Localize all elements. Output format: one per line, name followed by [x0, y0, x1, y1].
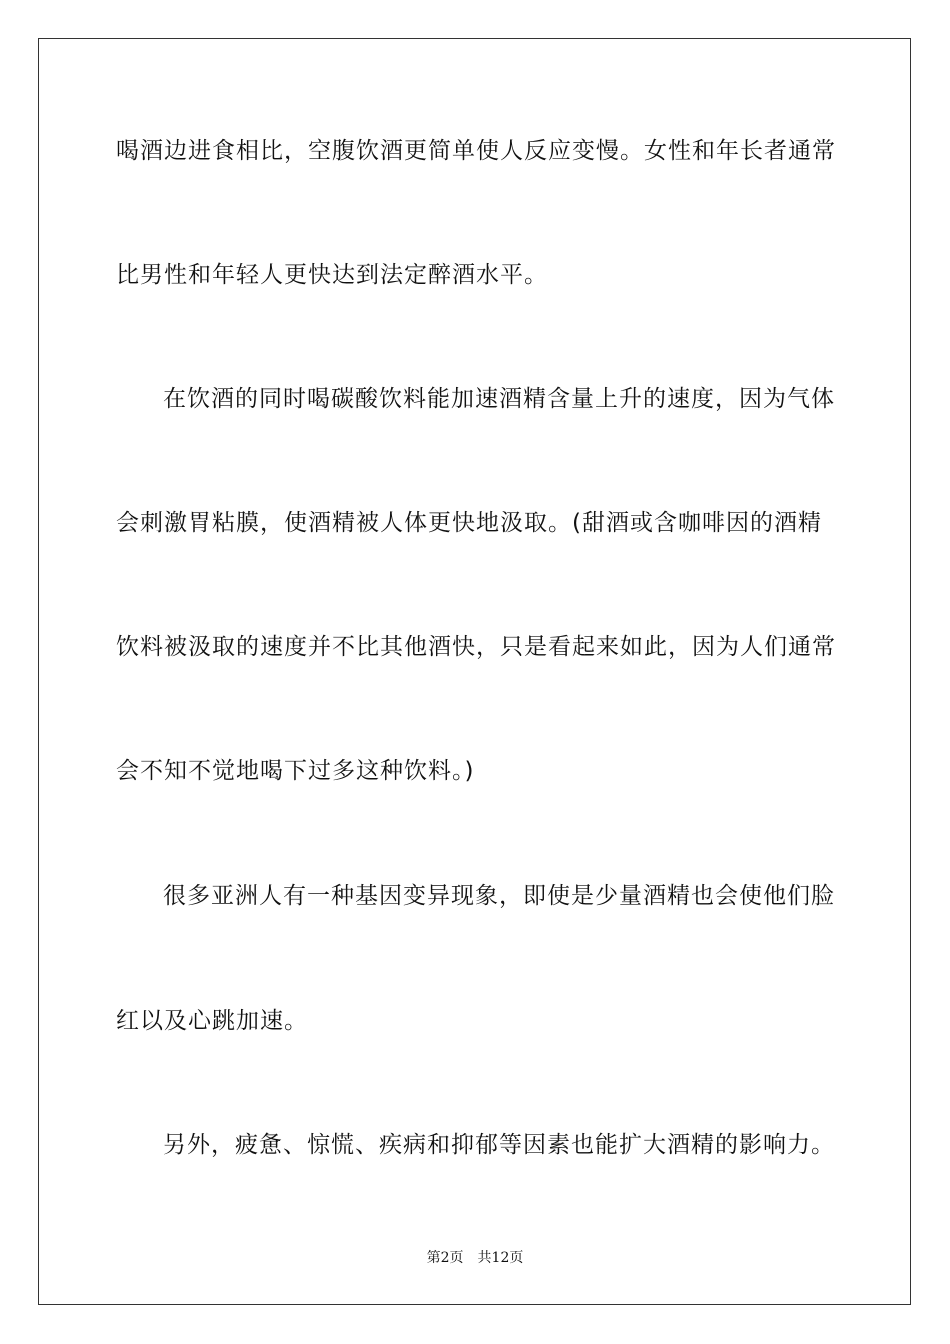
- body-line-4: 会刺激胃粘膜，使酒精被人体更快地汲取。(甜酒或含咖啡因的酒精: [116, 510, 822, 536]
- page-number: 第2页: [426, 1250, 464, 1266]
- page-total: 共12页: [477, 1250, 524, 1266]
- body-line-1: 喝酒边进食相比，空腹饮酒更简单使人反应变慢。女性和年长者通常: [116, 138, 836, 164]
- body-line-8: 红以及心跳加速。: [116, 1008, 308, 1034]
- body-line-3: 在饮酒的同时喝碳酸饮料能加速酒精含量上升的速度，因为气体: [163, 386, 835, 412]
- body-line-9: 另外，疲惫、惊慌、疾病和抑郁等因素也能扩大酒精的影响力。: [163, 1132, 835, 1158]
- body-line-6: 会不知不觉地喝下过多这种饮料。): [116, 758, 475, 784]
- body-line-5: 饮料被汲取的速度并不比其他酒快，只是看起来如此，因为人们通常: [116, 634, 836, 660]
- page-border: [38, 38, 911, 1305]
- page-footer: [0, 1247, 950, 1267]
- body-line-7: 很多亚洲人有一种基因变异现象，即使是少量酒精也会使他们脸: [163, 883, 835, 909]
- body-line-2: 比男性和年轻人更快达到法定醉酒水平。: [116, 262, 548, 288]
